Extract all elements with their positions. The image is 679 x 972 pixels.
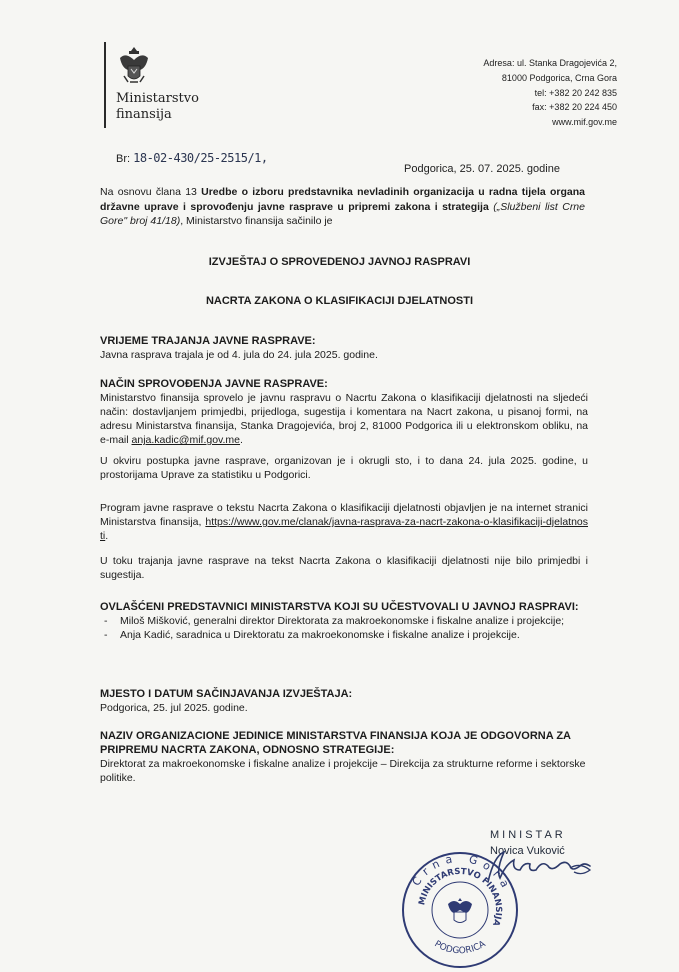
section-text: Javna rasprava trajala je od 4. jula do 24. jula 2025. godine. bbox=[100, 349, 378, 361]
section-representatives bbox=[100, 600, 588, 642]
ministry-name-line2: finansija bbox=[116, 107, 172, 122]
svg-text:PODGORICA bbox=[432, 939, 488, 956]
no-comments-paragraph: U toku trajanja javne rasprave na tekst Nacrta Zakona o klasifikaciji djelatnosti nije bilo primjedbi i sugestija. bbox=[100, 555, 588, 581]
program-paragraph bbox=[100, 501, 588, 543]
intro-paragraph bbox=[100, 185, 585, 229]
program-text: Program javne rasprave o tekstu Nacrta Zakona o klasifikaciji djelatnosti objavljen je na internet stranici Ministarstva finansija, bbox=[100, 502, 588, 528]
section-place-date bbox=[100, 687, 588, 715]
intro-text: Na osnovu člana 13 bbox=[100, 186, 202, 198]
logo-divider bbox=[104, 42, 106, 128]
section-heading: OVLAŠĆENI PREDSTAVNICI MINISTARSTVA KOJI SU UČESTVOVALI U JAVNOJ RASPRAVI: bbox=[100, 601, 579, 613]
reference-label: Br: bbox=[116, 153, 131, 165]
intro-text-end: , Ministarstvo finansija sačinilo je bbox=[180, 215, 333, 227]
roundtable-paragraph: U okviru postupka javne rasprave, organizovan je i okrugli sto, i to dana 24. jula 2025. godine, u prostorijama Uprave za statistiku u Podgorici. bbox=[100, 455, 588, 481]
section-heading: VRIJEME TRAJANJA JAVNE RASPRAVE: bbox=[100, 335, 316, 347]
program-text-end: . bbox=[105, 530, 109, 542]
minister-title: MINISTAR bbox=[490, 829, 566, 841]
ministry-name bbox=[116, 91, 199, 123]
seal-middle-text: MINISTARSTVO FINANSIJA bbox=[417, 866, 504, 928]
email-link[interactable]: anja.kadic@mif.gov.me bbox=[131, 434, 241, 446]
report-title: IZVJEŠTAJ O SPROVEDENOJ JAVNOJ RASPRAVI bbox=[208, 256, 471, 268]
address-line: Adresa: ul. Stanka Dragojevića 2, bbox=[483, 58, 617, 68]
intro-regulation: Uredbe o izboru predstavnika nevladinih organizacija u radna tijela organa državne uprave i sprovođenju javne rasprave u pripremi zakona i strategija bbox=[100, 186, 585, 213]
section-heading: NAČIN SPROVOĐENJA JAVNE RASPRAVE: bbox=[100, 378, 328, 390]
method-text-end: . bbox=[240, 434, 243, 446]
address-block bbox=[437, 56, 617, 130]
section-duration bbox=[100, 334, 588, 362]
section-text: Podgorica, 25. jul 2025. godine. bbox=[100, 702, 248, 714]
method-text: Ministarstvo finansija sprovelo je javnu raspravu o Nacrtu Zakona o klasifikaciji djelatnosti na sljedeći način: dostavljanjem primjedbi, prijedloga, sugestija i komentara na Nacrt zakona, u pisanoj formi, na adresu Ministarstva finansija, Stanka Dragojevića, broj 2, 81000 Podgorica ili u elektronskom obliku, na e-mail bbox=[100, 392, 588, 446]
official-seal bbox=[398, 848, 522, 972]
minister-name: Novica Vuković bbox=[490, 845, 565, 857]
reference-number bbox=[116, 151, 268, 165]
seal-top-text: Crna Gora bbox=[409, 851, 515, 895]
section-text bbox=[100, 391, 588, 447]
program-link[interactable]: https://www.gov.me/clanak/javna-rasprava-za-nacrt-zakona-o-klasifikaciji-djelatnosti bbox=[100, 516, 588, 542]
address-line: 81000 Podgorica, Crna Gora bbox=[501, 72, 617, 83]
section-heading: MJESTO I DATUM SAČINJAVANJA IZVJEŠTAJA: bbox=[100, 688, 353, 700]
document-date: Podgorica, 25. 07. 2025. godine bbox=[404, 163, 560, 175]
section-heading: NAZIV ORGANIZACIONE JEDINICE MINISTARSTVA FINANSIJA KOJA JE ODGOVORNA ZA PRIPREMU NACRTA ZAKONA, ODNOSNO STRATEGIJE: bbox=[100, 730, 571, 756]
list-item: - Miloš Mišković, generalni direktor Direktorata za makroekonomske i fiskalne analize i projekcije; bbox=[100, 614, 588, 628]
ministry-name-line1: Ministarstvo bbox=[116, 91, 199, 106]
section-method bbox=[100, 377, 588, 447]
coat-of-arms-icon bbox=[116, 44, 152, 88]
list-item: - Anja Kadić, saradnica u Direktoratu za makroekonomske i fiskalne analize i projekcije. bbox=[100, 628, 588, 642]
website-line: www.mif.gov.me bbox=[552, 117, 617, 128]
seal-bottom-text: PODGORICA bbox=[432, 939, 488, 957]
phone-line: tel: +382 20 242 835 bbox=[534, 87, 617, 98]
fax-line: fax: +382 20 224 450 bbox=[532, 102, 617, 113]
report-subtitle: NACRTA ZAKONA O KLASIFIKACIJI DJELATNOSTI bbox=[205, 295, 474, 307]
intro-gazette: („Službeni list Crne Gore" broj 41/18) bbox=[100, 200, 585, 227]
reference-handwritten: 18-02-430/25-2515/1, bbox=[133, 151, 268, 165]
section-text: Direktorat za makroekonomske i fiskalne analize i projekcije – Direkcija za strukturne reforme i sektorske politike. bbox=[100, 758, 586, 784]
representatives-list bbox=[100, 614, 588, 642]
seal-crest-icon bbox=[448, 898, 472, 923]
section-responsible-unit bbox=[100, 729, 588, 785]
